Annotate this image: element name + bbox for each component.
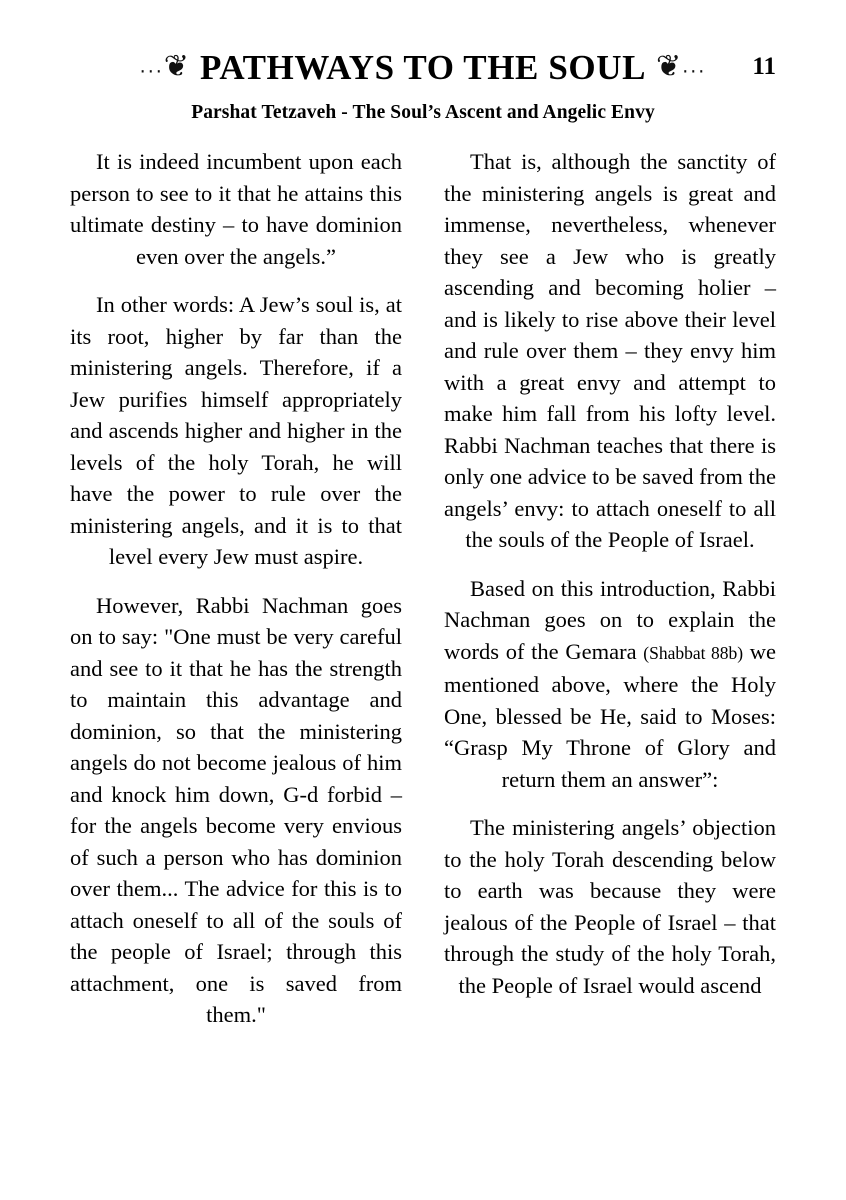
paragraph: The ministering angels’ objection to the holy Torah descending below to earth was because they were jealous of the People of Israel – that through the study of the holy Torah, the People of Israel would ascend	[444, 815, 776, 998]
paragraph-text-after: we mentioned above, where the Holy One, blessed be He, said to Moses: “Grasp My Throne of Glory and return them an answer”:	[444, 638, 776, 792]
right-ornament-dots: ...	[682, 55, 707, 78]
paragraph-with-source	[444, 573, 776, 796]
page-header	[70, 44, 776, 90]
page-number: 11	[752, 53, 776, 80]
column-left	[70, 146, 402, 1031]
paragraph-text-before: Based on this introduction, Rabbi Nachman goes on to explain the words of the Gemara	[444, 575, 776, 664]
section-subtitle: Parshat Tetzaveh - The Soul’s Ascent and Angelic Envy	[191, 102, 655, 123]
paragraph: It is indeed incumbent upon each person to see to it that he attains this ultimate destiny – to have dominion even over the angels.”	[70, 149, 402, 269]
right-ornament-swirl-icon: ❦	[656, 49, 683, 84]
paragraph: In other words: A Jew’s soul is, at its root, higher by far than the ministering angels. Therefore, if a Jew purifies himself appropriately and ascends higher and higher in the levels of the holy Torah, he will have the power to rule over the ministering angels, and it is to that level every Jew must aspire.	[70, 292, 402, 569]
left-ornament-dots: ...	[139, 55, 164, 78]
body-columns	[70, 146, 776, 1031]
paragraph: That is, although the sanctity of the ministering angels is great and immense, nevertheless, whenever they see a Jew who is greatly ascending and becoming holier – and is likely to rise above their level and rule over them – they envy him with a great envy and attempt to make him fall from his lofty level. Rabbi Nachman teaches that there is only one advice to be saved from the angels’ envy: to attach oneself to all the souls of the People of Israel.	[444, 149, 776, 552]
right-ornament	[656, 49, 707, 84]
page-title: PATHWAYS TO THE SOUL	[199, 47, 647, 87]
column-right	[444, 146, 776, 1001]
header-title-group	[70, 47, 776, 87]
left-ornament	[139, 49, 190, 84]
source-citation: (Shabbat 88b)	[643, 642, 744, 663]
left-ornament-swirl-icon: ❦	[163, 49, 190, 84]
paragraph: However, Rabbi Nachman goes on to say: "One must be very careful and see to it that he has the strength to maintain this advantage and dominion, so that the ministering angels do not become jealous of him and knock him down, G-d forbid – for the angels become very envious of such a person who has dominion over them... The advice for this is to attach oneself to all of the souls of the people of Israel; through this attachment, one is saved from them."	[70, 592, 402, 1027]
